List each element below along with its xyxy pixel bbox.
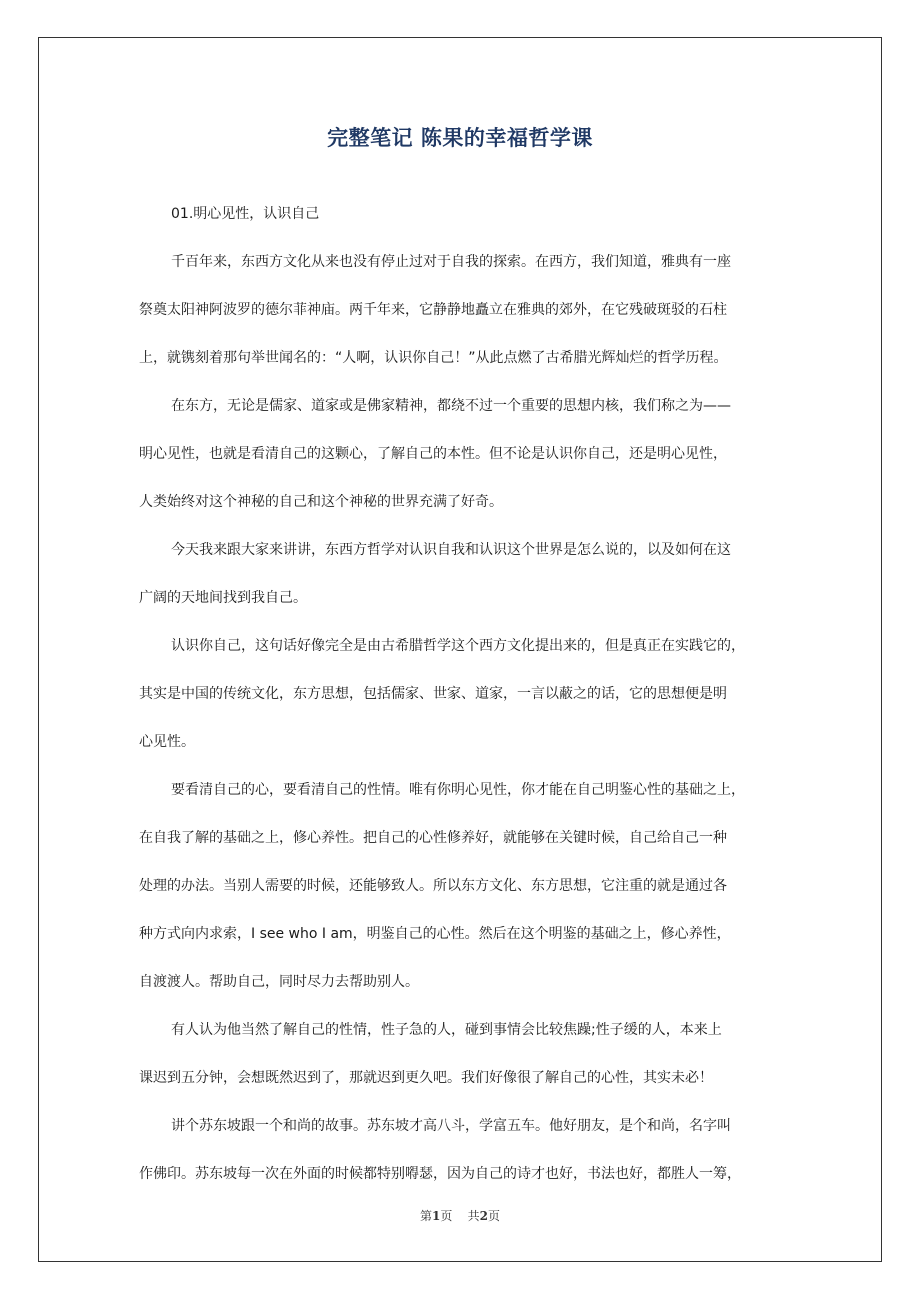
footer-suffix: 页 (487, 1209, 500, 1223)
paragraph-line: 自渡渡人。帮助自己，同时尽力去帮助别人。 (139, 974, 419, 990)
paragraph-2 (139, 238, 789, 382)
paragraph-line: 课迟到五分钟，会想既然迟到了，那就迟到更久吧。我们好像很了解自己的心性，其实未必！ (139, 1070, 713, 1086)
paragraph-7 (139, 1006, 789, 1102)
footer-middle: 页 共 (440, 1209, 480, 1223)
current-page-number: 1 (432, 1209, 441, 1223)
document-title: 完整笔记 陈果的幸福哲学课 (327, 126, 593, 150)
paragraph-line: 在东方，无论是儒家、道家或是佛家精神，都绕不过一个重要的思想内核，我们称之为—— (171, 398, 731, 414)
page-footer (0, 1207, 920, 1224)
paragraph-line: 祭奠太阳神阿波罗的德尔菲神庙。两千年来，它静静地矗立在雅典的郊外，在它残破斑驳的石柱 (139, 302, 727, 318)
paragraph-line: 种方式向内求索，I see who I am，明鉴自己的心性。然后在这个明鉴的基础之上，修心养性， (139, 926, 731, 942)
paragraph-line: 01.明心见性，认识自己 (171, 206, 320, 222)
paragraph-line: 千百年来，东西方文化从来也没有停止过对于自我的探索。在西方，我们知道，雅典有一座 (171, 254, 731, 270)
paragraph-line: 在自我了解的基础之上，修心养性。把自己的心性修养好，就能够在关键时候，自己给自己一种 (139, 830, 727, 846)
paragraph-line: 今天我来跟大家来讲讲，东西方哲学对认识自我和认识这个世界是怎么说的，以及如何在这 (171, 542, 731, 558)
paragraph-line: 讲个苏东坡跟一个和尚的故事。苏东坡才高八斗，学富五车。他好朋友，是个和尚，名字叫 (171, 1118, 731, 1134)
paragraph-line: 作佛印。苏东坡每一次在外面的时候都特别嘚瑟，因为自己的诗才也好，书法也好，都胜人一筹， (139, 1166, 741, 1182)
paragraph-8 (139, 1102, 789, 1198)
paragraph-line: 其实是中国的传统文化，东方思想，包括儒家、世家、道家，一言以蔽之的话，它的思想便是明 (139, 686, 727, 702)
paragraph-line: 要看清自己的心，要看清自己的性情。唯有你明心见性，你才能在自己明鉴心性的基础之上， (171, 782, 745, 798)
paragraph-1 (139, 190, 789, 238)
footer-prefix: 第 (419, 1209, 432, 1223)
paragraph-line: 人类始终对这个神秘的自己和这个神秘的世界充满了好奇。 (139, 494, 503, 510)
paragraph-line: 心见性。 (139, 734, 195, 750)
paragraph-line: 上，就镌刻着那句举世闻名的：“人啊，认识你自己！”从此点燃了古希腊光辉灿烂的哲学历程。 (139, 350, 728, 366)
document-body (139, 190, 789, 1198)
paragraph-line: 广阔的天地间找到我自己。 (139, 590, 307, 606)
paragraph-6 (139, 766, 789, 1006)
paragraph-line: 处理的办法。当别人需要的时候，还能够致人。所以东方文化、东方思想，它注重的就是通过各 (139, 878, 727, 894)
total-page-count: 2 (479, 1209, 488, 1223)
paragraph-line: 明心见性，也就是看清自己的这颗心，了解自己的本性。但不论是认识你自己，还是明心见性， (139, 446, 727, 462)
paragraph-line: 认识你自己，这句话好像完全是由古希腊哲学这个西方文化提出来的，但是真正在实践它的， (171, 638, 745, 654)
paragraph-3 (139, 382, 789, 526)
paragraph-line: 有人认为他当然了解自己的性情，性子急的人，碰到事情会比较焦躁;性子缓的人，本来上 (171, 1022, 722, 1038)
paragraph-5 (139, 622, 789, 766)
paragraph-4 (139, 526, 789, 622)
